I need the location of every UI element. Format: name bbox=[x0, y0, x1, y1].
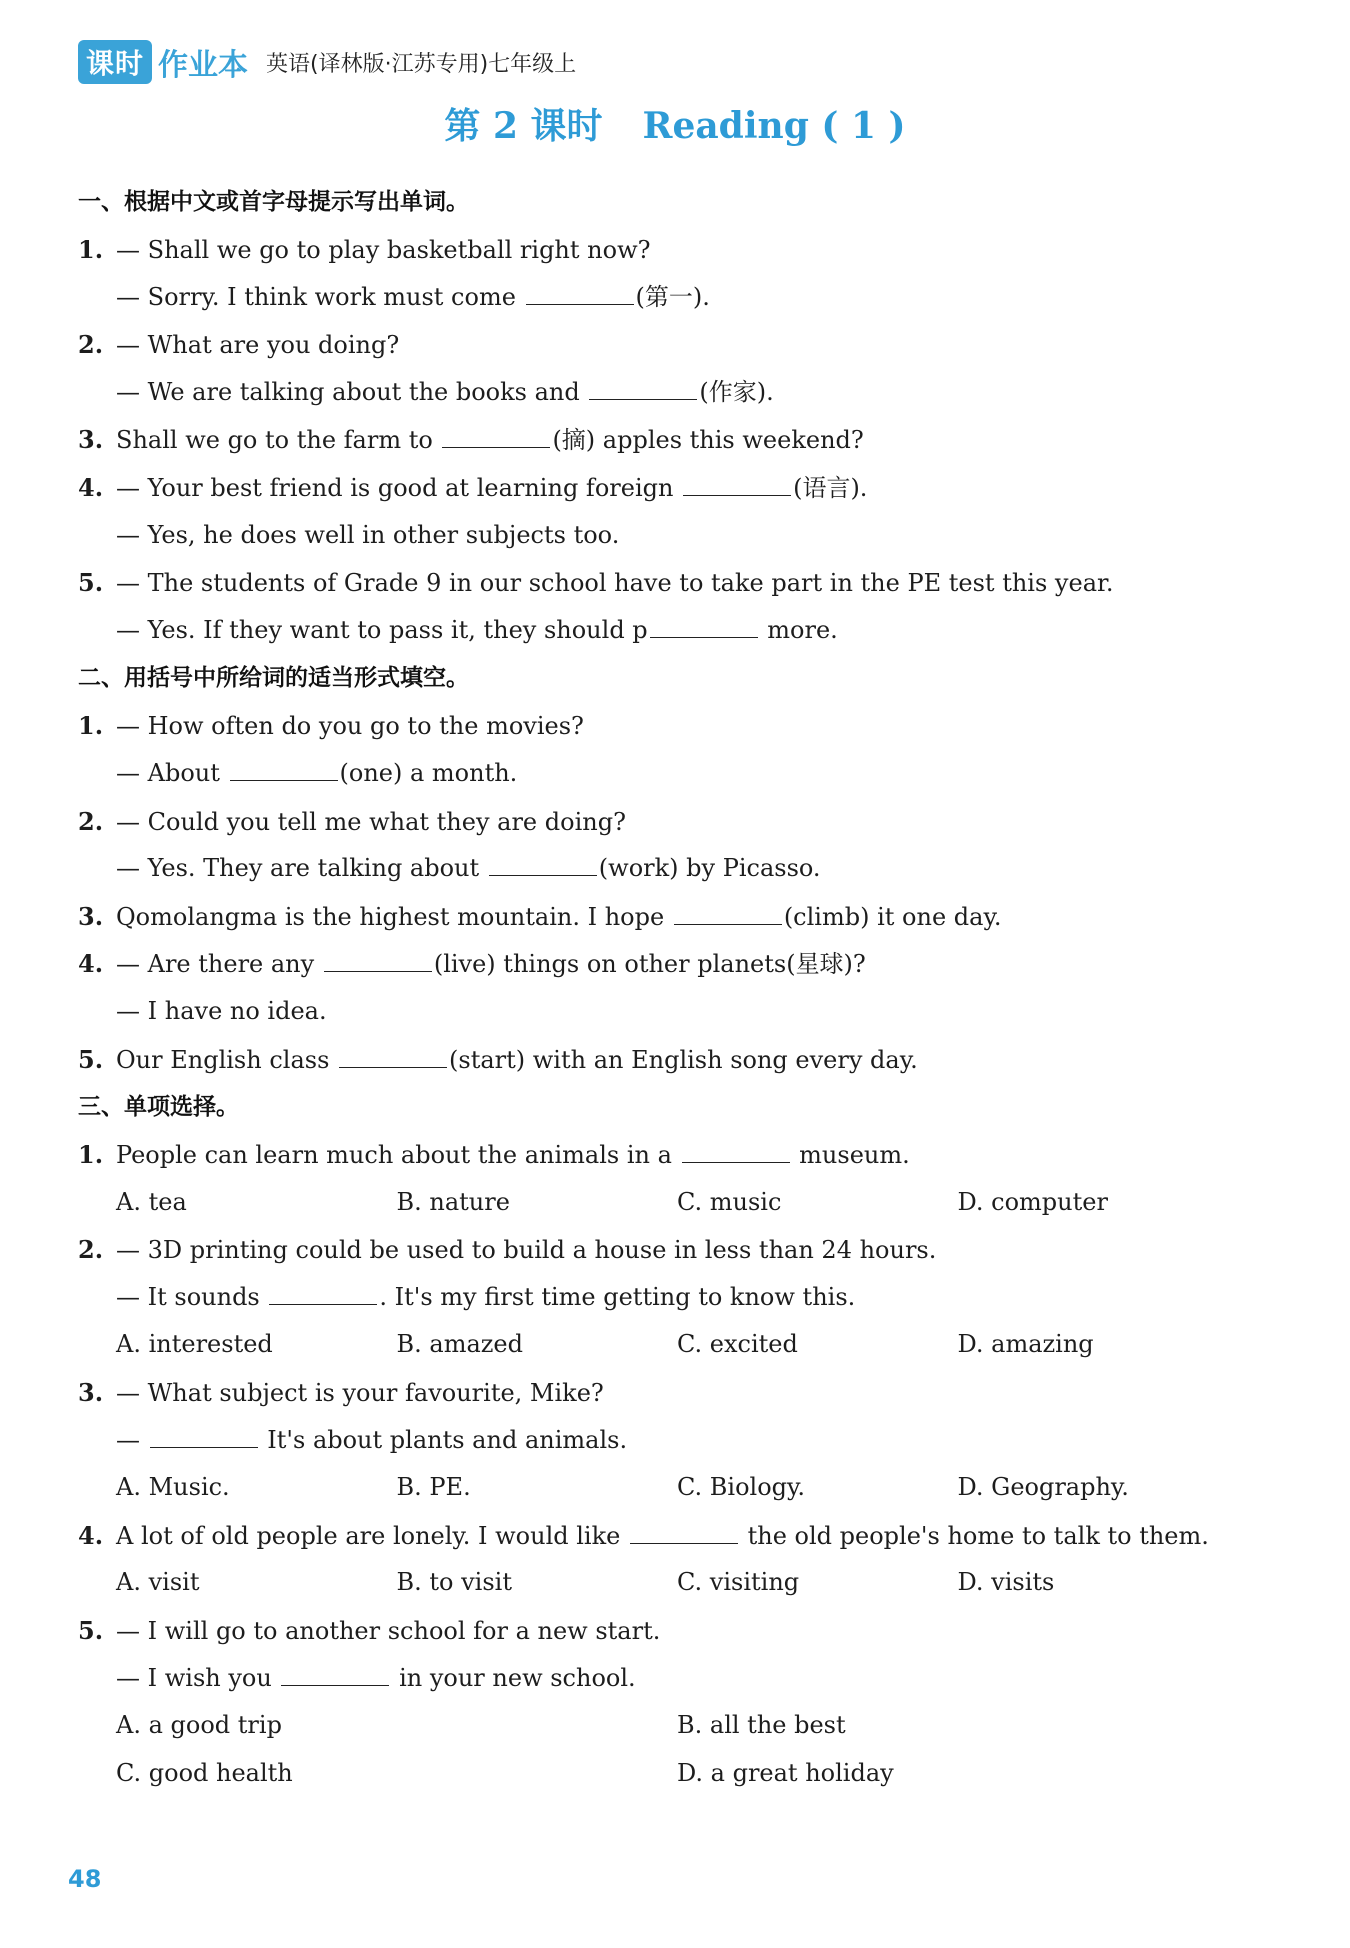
question-text: (climb) it one day. bbox=[783, 902, 1002, 931]
answer-blank[interactable] bbox=[281, 1663, 389, 1686]
answer-option[interactable]: A. visit bbox=[116, 1568, 200, 1597]
question-number: 4. bbox=[78, 472, 104, 502]
question-line bbox=[78, 940, 1238, 988]
question-item bbox=[78, 321, 1238, 416]
answer-option[interactable]: A. Music. bbox=[116, 1473, 230, 1502]
question-item bbox=[78, 1226, 1238, 1369]
exercise-section-3 bbox=[78, 1083, 1238, 1797]
answer-blank[interactable] bbox=[489, 853, 597, 876]
question-text: (作家). bbox=[699, 377, 774, 406]
question-text: — Yes. They are talking about bbox=[116, 854, 487, 883]
answer-options bbox=[78, 1179, 1238, 1227]
answer-option[interactable]: C. music bbox=[677, 1187, 782, 1216]
answer-option[interactable]: C. excited bbox=[677, 1330, 798, 1359]
question-item bbox=[78, 559, 1238, 654]
answer-blank[interactable] bbox=[589, 377, 697, 400]
question-text: (work) by Picasso. bbox=[598, 854, 821, 883]
answer-options bbox=[78, 1321, 1238, 1369]
answer-blank[interactable] bbox=[442, 425, 550, 448]
question-text: Shall we go to the farm to bbox=[116, 426, 441, 455]
question-item bbox=[78, 798, 1238, 893]
question-text: . It's my first time getting to know this. bbox=[379, 1282, 856, 1311]
question-number: 2. bbox=[78, 1235, 104, 1265]
question-text: — Your best friend is good at learning foreign bbox=[116, 473, 682, 502]
question-text: — Yes. If they want to pass it, they should p bbox=[116, 615, 648, 644]
question-item bbox=[78, 940, 1238, 1035]
question-text: — I have no idea. bbox=[116, 996, 327, 1025]
page-header bbox=[78, 40, 576, 84]
answer-options bbox=[78, 1702, 1238, 1750]
question-number: 3. bbox=[78, 1378, 104, 1408]
question-item bbox=[78, 1036, 1238, 1084]
question-text: (摘) apples this weekend? bbox=[552, 426, 864, 455]
question-text: in your new school. bbox=[391, 1663, 636, 1692]
question-line bbox=[78, 416, 1238, 464]
question-item bbox=[78, 1131, 1238, 1226]
answer-blank[interactable] bbox=[683, 473, 791, 496]
answer-blank[interactable] bbox=[682, 1140, 790, 1163]
answer-option[interactable]: A. tea bbox=[116, 1187, 187, 1216]
question-text: — bbox=[116, 1425, 148, 1454]
question-line bbox=[78, 1369, 1238, 1417]
book-title: 英语(译林版·江苏专用)七年级上 bbox=[266, 51, 577, 77]
question-item bbox=[78, 1512, 1238, 1607]
answer-option[interactable]: D. amazing bbox=[957, 1330, 1094, 1359]
question-line bbox=[78, 464, 1238, 512]
question-text: It's about plants and animals. bbox=[259, 1425, 628, 1454]
question-text: — Could you tell me what they are doing? bbox=[116, 807, 626, 836]
question-number: 4. bbox=[78, 1520, 104, 1550]
question-number: 2. bbox=[78, 806, 104, 836]
answer-option[interactable]: D. a great holiday bbox=[677, 1758, 894, 1787]
answer-blank[interactable] bbox=[650, 615, 758, 638]
question-item bbox=[78, 416, 1238, 464]
question-number: 5. bbox=[78, 1616, 104, 1646]
question-text: Qomolangma is the highest mountain. I hope bbox=[116, 902, 672, 931]
question-text: A lot of old people are lonely. I would like bbox=[116, 1521, 628, 1550]
question-line bbox=[78, 1226, 1238, 1274]
question-text: more. bbox=[759, 615, 838, 644]
answer-blank[interactable] bbox=[324, 949, 432, 972]
question-text: — I wish you bbox=[116, 1663, 280, 1692]
question-text: — The students of Grade 9 in our school have to take part in the PE test this year. bbox=[116, 569, 1114, 598]
question-text: — How often do you go to the movies? bbox=[116, 712, 584, 741]
question-line bbox=[78, 1036, 1238, 1084]
question-number: 3. bbox=[78, 901, 104, 931]
answer-blank[interactable] bbox=[630, 1521, 738, 1544]
answer-options bbox=[78, 1464, 1238, 1512]
answer-option[interactable]: A. interested bbox=[116, 1330, 273, 1359]
question-line bbox=[78, 226, 1238, 274]
question-line bbox=[78, 1655, 1238, 1703]
section-title: 二、用括号中所给词的适当形式填空。 bbox=[78, 665, 469, 692]
question-number: 3. bbox=[78, 425, 104, 455]
answer-blank[interactable] bbox=[526, 282, 634, 305]
question-text: — It sounds bbox=[116, 1282, 268, 1311]
question-item bbox=[78, 226, 1238, 321]
question-line bbox=[78, 893, 1238, 941]
question-text: — Are there any bbox=[116, 950, 322, 979]
question-line bbox=[78, 1607, 1238, 1655]
question-line bbox=[78, 559, 1238, 607]
question-text: the old people's home to talk to them. bbox=[739, 1521, 1209, 1550]
exercise-section-2 bbox=[78, 654, 1238, 1083]
question-text: (语言). bbox=[793, 473, 868, 502]
lesson-topic: Reading ( 1 ) bbox=[642, 105, 906, 147]
question-number: 1. bbox=[78, 235, 104, 264]
question-item bbox=[78, 893, 1238, 941]
lesson-title bbox=[0, 98, 1350, 149]
question-item bbox=[78, 1369, 1238, 1512]
question-line bbox=[78, 988, 1238, 1036]
question-number: 5. bbox=[78, 568, 104, 598]
answer-blank[interactable] bbox=[150, 1425, 258, 1448]
question-line bbox=[78, 702, 1238, 750]
answer-option[interactable]: D. visits bbox=[957, 1568, 1055, 1597]
answer-option[interactable]: B. PE. bbox=[396, 1473, 471, 1502]
brand-name: 作业本 bbox=[158, 48, 249, 83]
question-line bbox=[78, 750, 1238, 798]
lesson-number: 第 2 课时 bbox=[444, 105, 603, 147]
question-line bbox=[78, 1417, 1238, 1465]
question-line bbox=[78, 1131, 1238, 1179]
page-number: 48 bbox=[68, 1865, 102, 1893]
question-number: 1. bbox=[78, 1140, 104, 1170]
question-text: museum. bbox=[791, 1141, 910, 1170]
question-text: (第一). bbox=[635, 282, 710, 311]
question-item bbox=[78, 1607, 1238, 1797]
answer-option[interactable]: A. a good trip bbox=[116, 1711, 282, 1740]
question-line bbox=[78, 607, 1238, 655]
question-line bbox=[78, 512, 1238, 560]
question-line bbox=[78, 845, 1238, 893]
question-text: — We are talking about the books and bbox=[116, 377, 588, 406]
question-number: 5. bbox=[78, 1044, 104, 1074]
answer-options bbox=[78, 1750, 1238, 1798]
question-text: People can learn much about the animals in a bbox=[116, 1141, 680, 1170]
answer-option[interactable]: B. nature bbox=[396, 1187, 510, 1216]
question-text: — 3D printing could be used to build a house in less than 24 hours. bbox=[116, 1236, 937, 1265]
question-item bbox=[78, 464, 1238, 559]
question-number: 4. bbox=[78, 949, 104, 979]
answer-option[interactable]: B. all the best bbox=[677, 1711, 846, 1740]
question-text: — What are you doing? bbox=[116, 331, 400, 360]
question-number: 2. bbox=[78, 330, 104, 360]
question-text: (one) a month. bbox=[339, 758, 518, 787]
answer-option[interactable]: D. Geography. bbox=[957, 1473, 1129, 1502]
question-line bbox=[78, 798, 1238, 846]
answer-blank[interactable] bbox=[674, 902, 782, 925]
question-text: Our English class bbox=[116, 1045, 338, 1074]
section-title: 三、单项选择。 bbox=[78, 1094, 239, 1121]
answer-options bbox=[78, 1559, 1238, 1607]
brand-logo: 课时 bbox=[78, 40, 152, 84]
question-line bbox=[78, 1512, 1238, 1560]
answer-option[interactable]: C. visiting bbox=[677, 1568, 800, 1597]
answer-blank[interactable] bbox=[269, 1282, 377, 1305]
answer-blank[interactable] bbox=[339, 1045, 447, 1068]
question-line bbox=[78, 321, 1238, 369]
section-title: 一、根据中文或首字母提示写出单词。 bbox=[78, 189, 469, 215]
question-text: — Sorry. I think work must come bbox=[116, 282, 524, 311]
question-text: — About bbox=[116, 758, 228, 787]
answer-blank[interactable] bbox=[230, 758, 338, 781]
question-line bbox=[78, 369, 1238, 417]
question-number: 1. bbox=[78, 711, 104, 741]
question-line bbox=[78, 274, 1238, 322]
question-item bbox=[78, 702, 1238, 797]
question-text: (start) with an English song every day. bbox=[449, 1045, 918, 1074]
answer-option[interactable]: D. computer bbox=[957, 1187, 1108, 1216]
exercise-section-1 bbox=[78, 178, 1238, 654]
question-text: — Shall we go to play basketball right now? bbox=[116, 236, 651, 264]
answer-option[interactable]: C. Biology. bbox=[677, 1473, 806, 1502]
answer-option[interactable]: B. amazed bbox=[396, 1330, 523, 1359]
question-text: — I will go to another school for a new start. bbox=[116, 1617, 661, 1646]
answer-option[interactable]: C. good health bbox=[116, 1758, 293, 1787]
question-text: — What subject is your favourite, Mike? bbox=[116, 1379, 604, 1408]
answer-option[interactable]: B. to visit bbox=[396, 1568, 512, 1597]
question-line bbox=[78, 1274, 1238, 1322]
question-text: (live) things on other planets(星球)? bbox=[433, 950, 866, 979]
question-text: — Yes, he does well in other subjects too. bbox=[116, 520, 620, 549]
brand bbox=[78, 40, 248, 84]
exercise-content bbox=[78, 178, 1238, 1797]
